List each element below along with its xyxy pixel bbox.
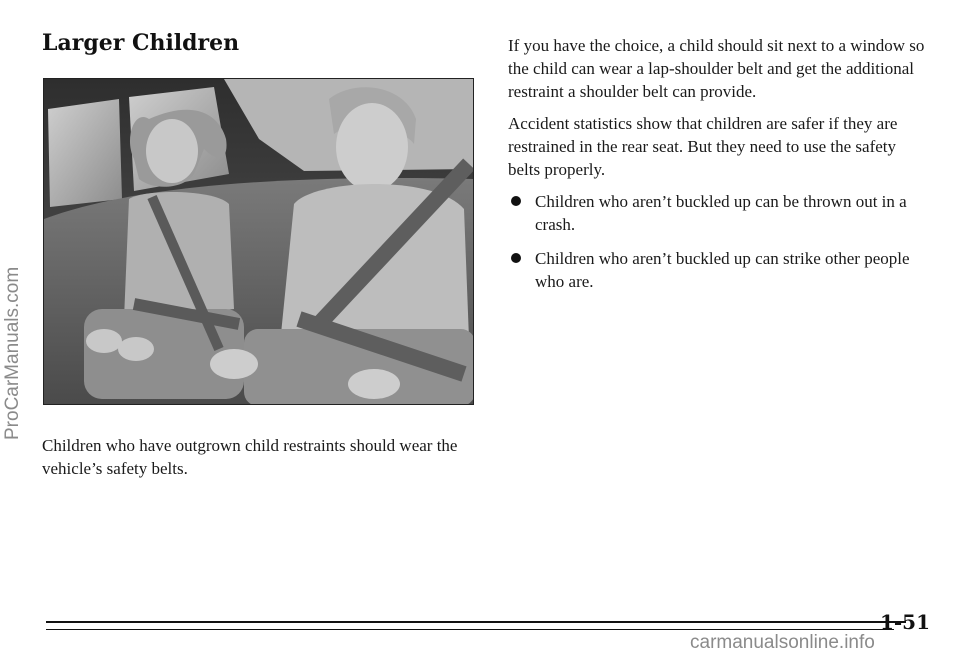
- bullet-text: Children who aren’t buckled up can strike other people who are.: [535, 249, 910, 291]
- footer-rule-thin: [46, 629, 894, 630]
- side-watermark: ProCarManuals.com: [2, 266, 23, 440]
- bottom-watermark: carmanualsonline.info: [690, 632, 875, 653]
- bullet-list: [508, 190, 928, 293]
- bullet-text: Children who aren’t buckled up can be thrown out in a crash.: [535, 192, 907, 234]
- page-number: 1-51: [879, 610, 930, 634]
- bullet-icon: [511, 196, 521, 206]
- page-heading: Larger Children: [42, 30, 240, 56]
- paragraph-accident-statistics: Accident statistics show that children are safer if they are restrained in the rear seat. But they need to use the safety belts properly.: [508, 114, 898, 179]
- right-column: [508, 34, 928, 304]
- list-item: [508, 190, 928, 236]
- children-wearing-safety-belts-illustration: [44, 79, 474, 405]
- illustration-caption: Children who have outgrown child restraints should wear the vehicle’s safety belts.: [42, 436, 458, 478]
- footer-rule: [46, 621, 906, 623]
- children-safety-belt-illustration: [43, 78, 474, 405]
- paragraph-window-seating: If you have the choice, a child should sit next to a window so the child can wear a lap-shoulder belt and get the additional restraint a shoulder belt can provide.: [508, 36, 925, 101]
- list-item: [508, 247, 928, 293]
- bullet-icon: [511, 253, 521, 263]
- rear-window-left: [48, 99, 122, 207]
